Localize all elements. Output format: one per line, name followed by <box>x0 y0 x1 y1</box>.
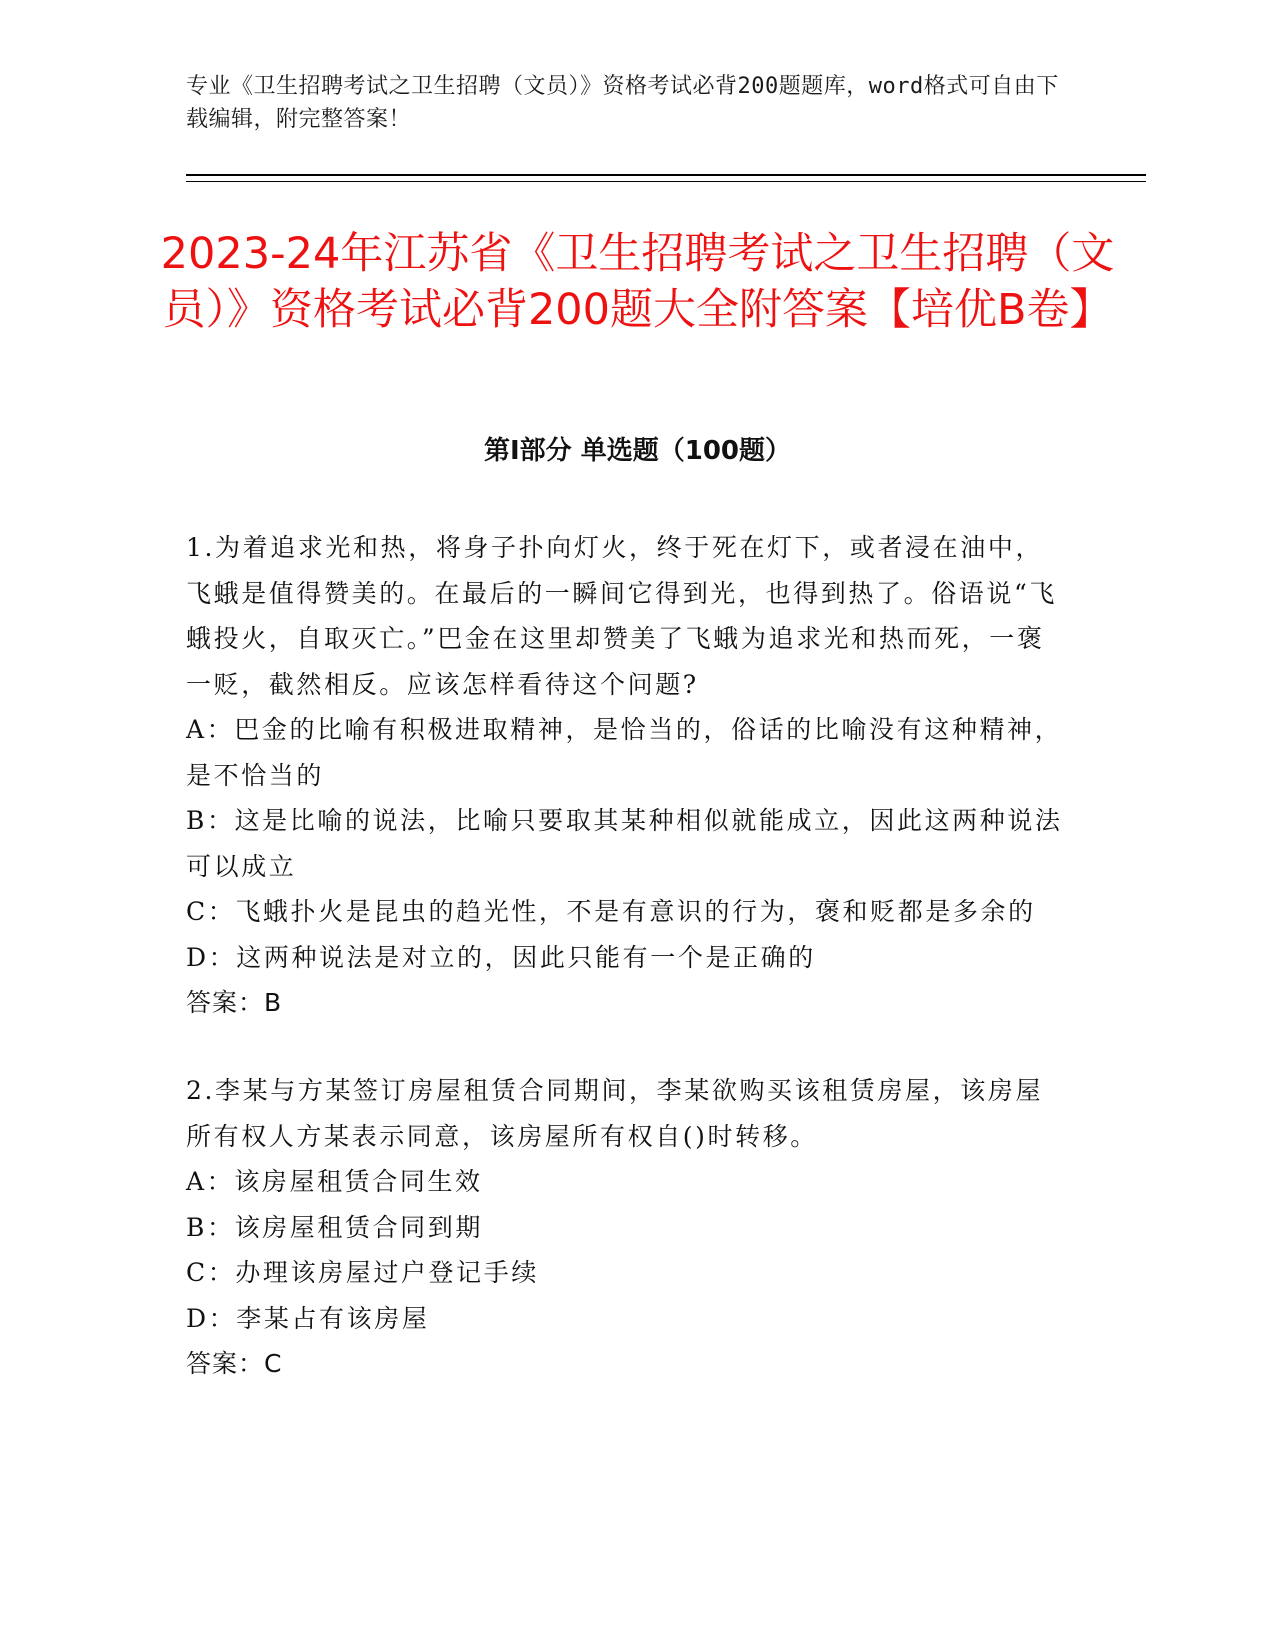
header-note: 专业《卫生招聘考试之卫生招聘（文员）》资格考试必背200题题库，word格式可自由下载编辑，附完整答案！ <box>186 74 1059 132</box>
option-d: D：李某占有该房屋 <box>186 1303 430 1333</box>
option-b: B：该房屋租赁合同到期 <box>186 1212 483 1242</box>
option-d: D：这两种说法是对立的，因此只能有一个是正确的 <box>186 942 816 972</box>
answer: 答案：C <box>186 1349 283 1378</box>
answer: 答案：B <box>186 988 283 1017</box>
option-a: A：巴金的比喻有积极进取精神，是恰当的，俗话的比喻没有这种精神，是不恰当的 <box>186 715 1063 790</box>
option-b: B：这是比喻的说法，比喻只要取其某种相似就能成立，因此这两种说法可以成立 <box>186 806 1063 881</box>
question-1 <box>186 525 1066 1026</box>
section-title: 第Ⅰ部分 单选题（100题） <box>484 436 791 466</box>
question-2 <box>186 1068 1066 1387</box>
document-title: 2023-24年江苏省《卫生招聘考试之卫生招聘（文员）》资格考试必背200题大全附答案【培优B卷】 <box>160 229 1115 335</box>
header-rule-thick <box>186 174 1146 176</box>
option-c: C：办理该房屋过户登记手续 <box>186 1258 539 1287</box>
question-stem: 2.李某与方某签订房屋租赁合同期间，李某欲购买该租赁房屋，该房屋所有权人方某表示同意，该房屋所有权自()时转移。 <box>186 1076 1044 1151</box>
option-a: A：该房屋租赁合同生效 <box>186 1167 483 1196</box>
option-c: C：飞蛾扑火是昆虫的趋光性，不是有意识的行为，褒和贬都是多余的 <box>186 897 1036 926</box>
question-stem: 1.为着追求光和热，将身子扑向灯火，终于死在灯下，或者浸在油中，飞蛾是值得赞美的。在最后的一瞬间它得到光，也得到热了。俗语说“飞蛾投火，自取灭亡。”巴金在这里却赞美了飞蛾为追求光和热而死，一褒一贬，截然相反。应该怎样看待这个问题? <box>186 533 1057 699</box>
header-rule-thin <box>186 181 1146 182</box>
